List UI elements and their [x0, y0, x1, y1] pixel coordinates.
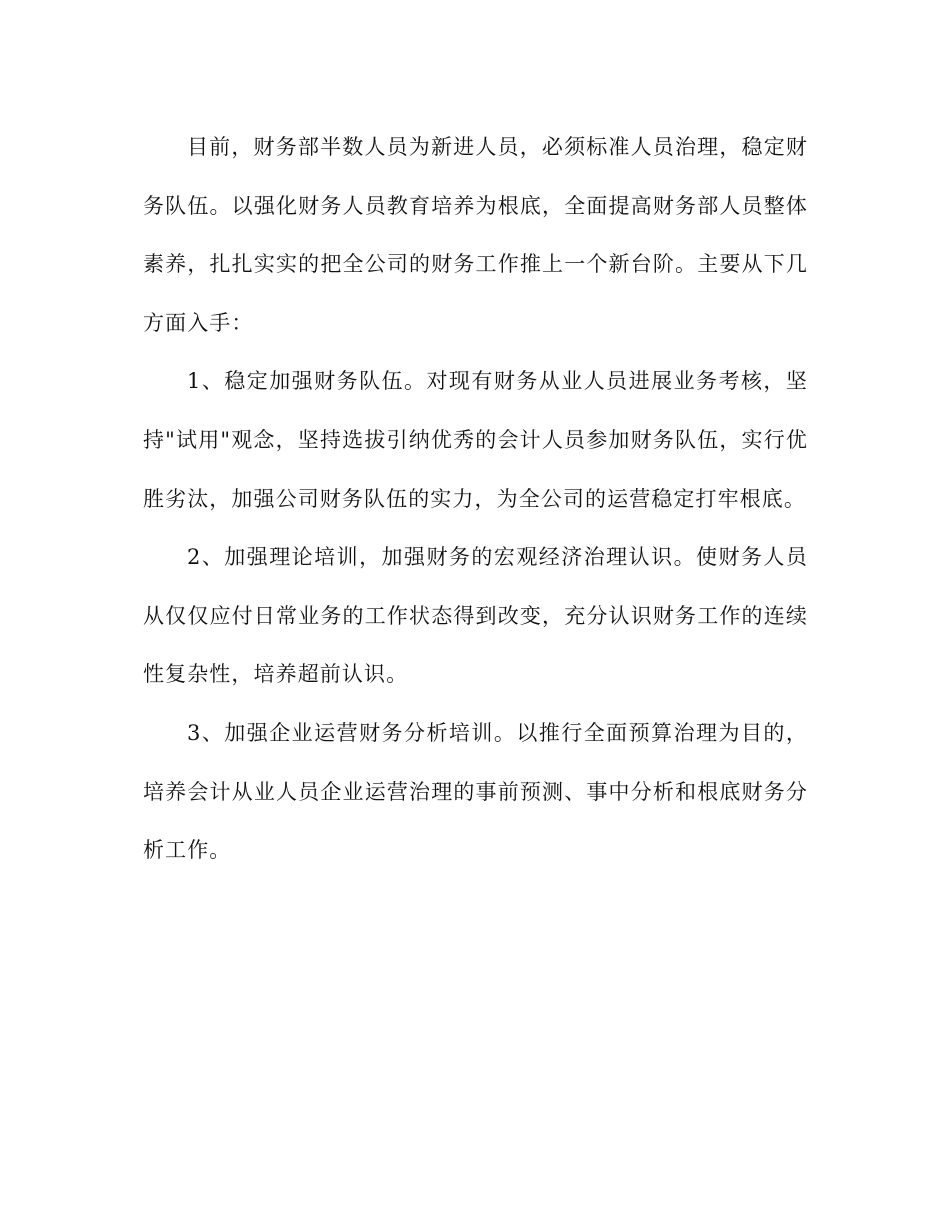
point-2-paragraph: 2、加强理论培训，加强财务的宏观经济治理认识。使财务人员从仅仅应付日常业务的工作状态得到改变，充分认识财务工作的连续性复杂性，培养超前认识。	[143, 545, 808, 687]
point-3-paragraph: 3、加强企业运营财务分析培训。以推行全面预算治理为目的，培养会计从业人员企业运营治理的事前预测、事中分析和根底财务分析工作。	[143, 720, 808, 863]
intro-paragraph: 目前，财务部半数人员为新进人员，必须标准人员治理，稳定财务队伍。以强化财务人员教育培养为根底，全面提高财务部人员整体素养，扎扎实实的把全公司的财务工作推上一个新台阶。主要从下几方面入手：	[143, 135, 808, 335]
point-1-paragraph: 1、稳定加强财务队伍。对现有财务从业人员进展业务考核，坚持"试用"观念，坚持选拔引纳优秀的会计人员参加财务队伍，实行优胜劣汰，加强公司财务队伍的实力，为全公司的运营稳定打牢根底。	[143, 369, 808, 511]
document-body	[143, 118, 808, 880]
